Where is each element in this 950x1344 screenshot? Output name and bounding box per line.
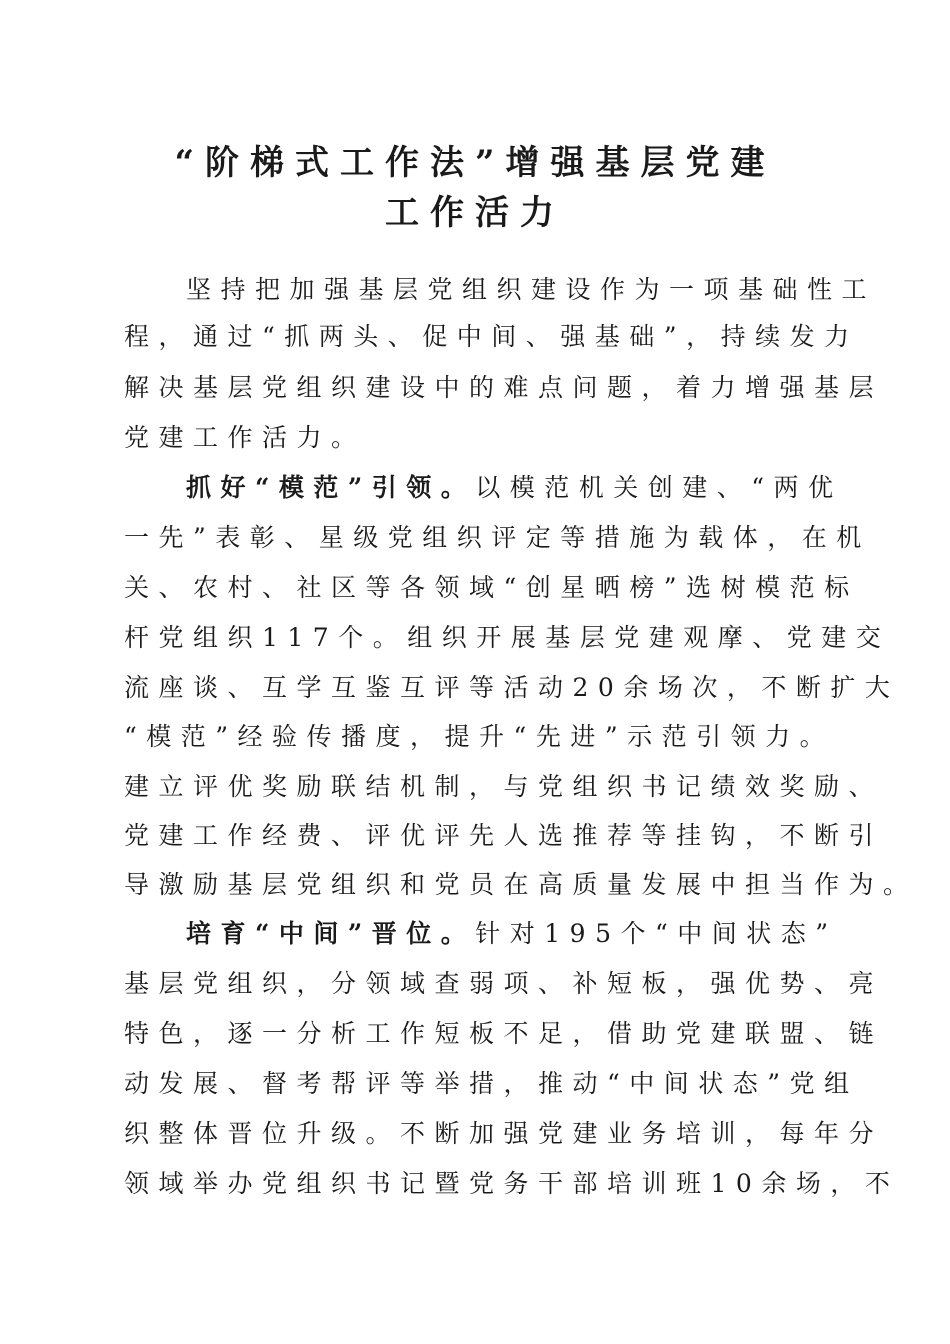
section-2-heading: 培育“中间”晋位。 [186, 919, 476, 948]
paragraph-line: 解决基层党组织建设中的难点问题，着力增强基层 [124, 373, 884, 402]
paragraph-line: 党建工作经费、评优评先人选推荐等挂钩，不断引 [124, 821, 884, 850]
paragraph-line: 杆党组织117个。组织开展基层党建观摩、党建交 [124, 623, 891, 652]
document-title-line-2: 工作活力 [385, 193, 565, 233]
paragraph-line: 织整体晋位升级。不断加强党建业务培训，每年分 [124, 1119, 884, 1148]
paragraph-line: 流座谈、互学互鉴互评等活动20余场次，不断扩大 [124, 673, 900, 702]
paragraph-line: 坚持把加强基层党组织建设作为一项基础性工 [186, 275, 877, 304]
section-1-first-line-text: 以模范机关创建、“两优 [475, 473, 843, 502]
paragraph-line: “模范”经验传播度，提升“先进”示范引领力。 [124, 722, 835, 751]
section-2-first-line-text: 针对195个“中间状态” [475, 919, 838, 948]
paragraph-line: 关、农村、社区等各领域“创星晒榜”选树模范标 [124, 573, 859, 602]
paragraph-line: 动发展、督考帮评等举措，推动“中间状态”党组 [124, 1069, 859, 1098]
paragraph-line: 建立评优奖励联结机制，与党组织书记绩效奖励、 [124, 772, 884, 801]
paragraph-line: 导激励基层党组织和党员在高质量发展中担当作为。 [124, 870, 918, 899]
paragraph-line: 程，通过“抓两头、促中间、强基础”，持续发力 [124, 322, 859, 351]
section-1-heading: 抓好“模范”引领。 [186, 473, 476, 502]
paragraph-line [186, 470, 886, 506]
paragraph-line: 一先”表彰、星级党组织评定等措施为载体，在机 [124, 523, 871, 552]
paragraph-line: 党建工作活力。 [124, 423, 366, 452]
document-title-line-1: “阶梯式工作法”增强基层党建 [174, 143, 776, 183]
paragraph-line: 领域举办党组织书记暨党务干部培训班10余场，不 [124, 1169, 900, 1198]
paragraph-line [186, 916, 886, 952]
paragraph-line: 基层党组织，分领域查弱项、补短板，强优势、亮 [124, 969, 884, 998]
paragraph-line: 特色，逐一分析工作短板不足，借助党建联盟、链 [124, 1019, 884, 1048]
